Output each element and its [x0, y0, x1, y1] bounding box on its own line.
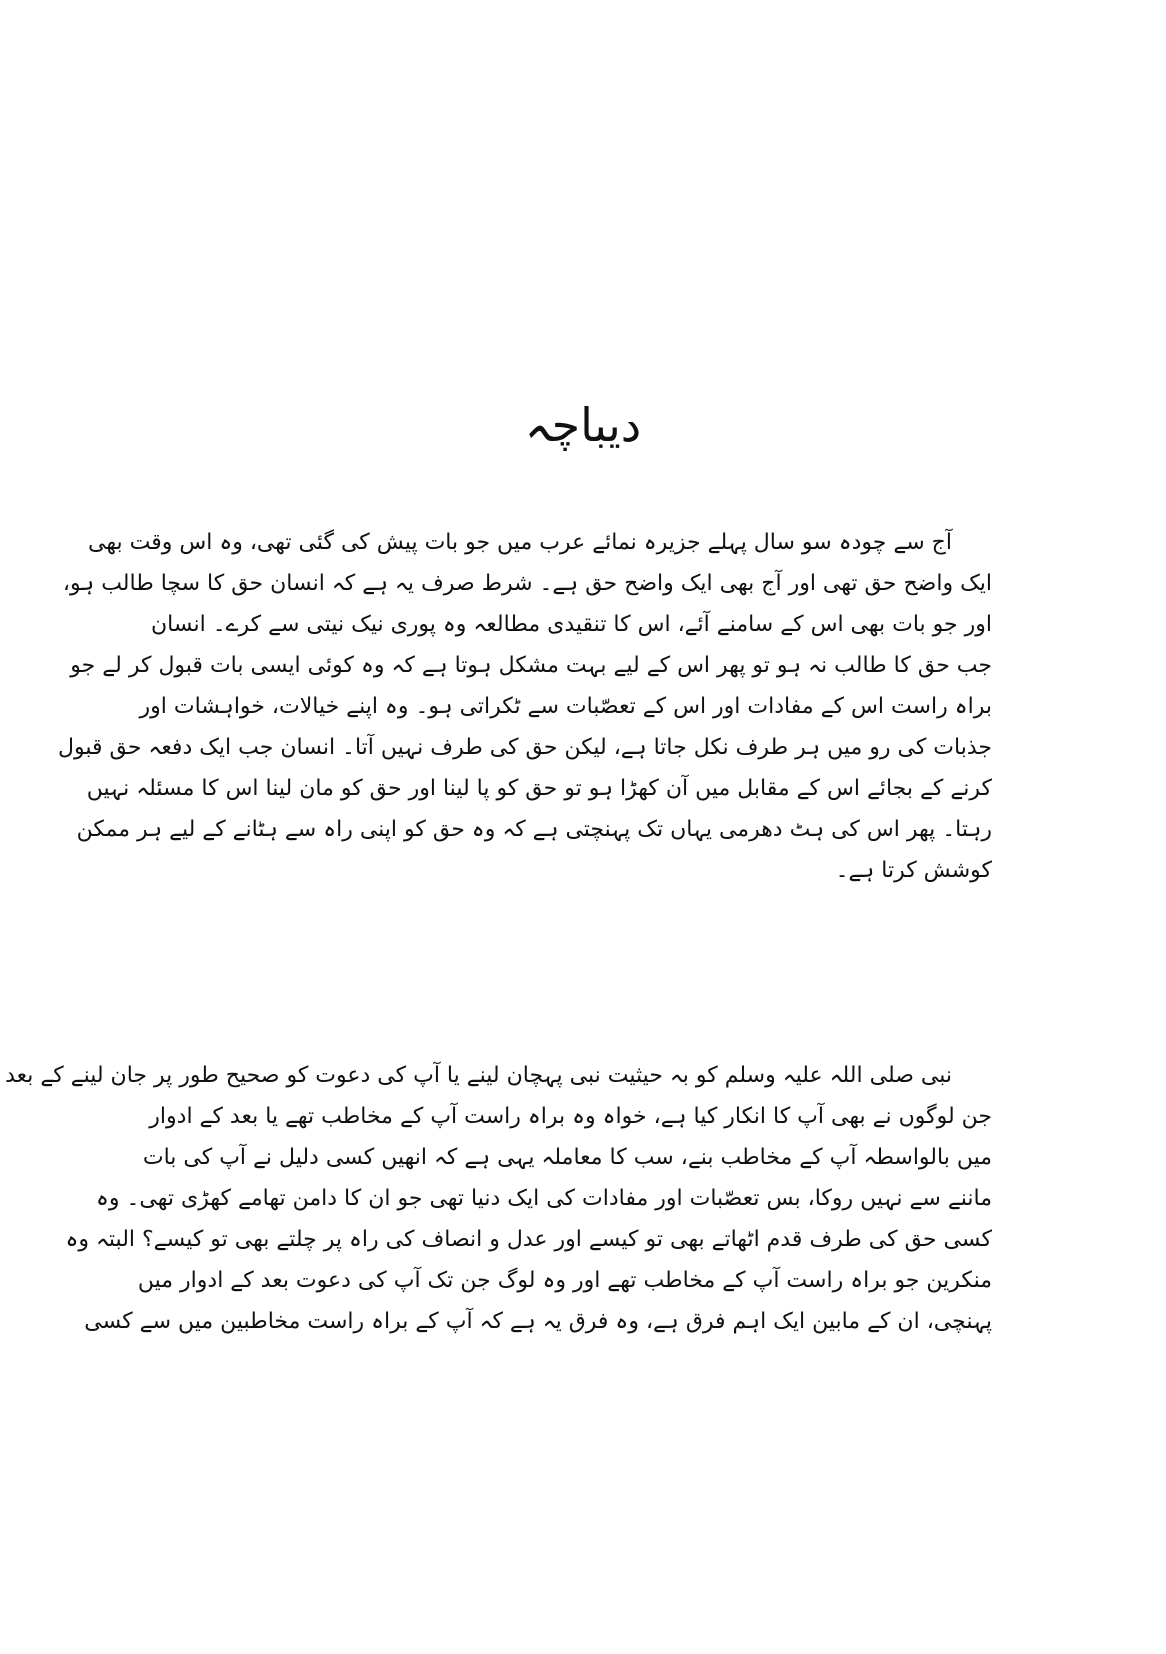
text-line: رہتا۔ پھر اس کی ہٹ دھرمی یہاں تک پہنچتی ہے کہ وہ حق کو اپنی راہ سے ہٹانے کے لیے ہر ممکن	[76, 817, 992, 842]
paragraph-1	[57, 522, 992, 891]
text-line: آج سے چودہ سو سال پہلے جزیرہ نمائے عرب میں جو بات پیش کی گئی تھی، وہ اس وقت بھی	[88, 530, 952, 555]
text-line: کرنے کے بجائے اس کے مقابل میں آن کھڑا ہو تو حق کو پا لینا اور حق کو مان لینا اس کا مسئلہ نہیں	[86, 776, 992, 801]
text-line: براہ راست اس کے مفادات اور اس کے تعصّبات سے ٹکراتی ہو۔ وہ اپنے خیالات، خواہشات اور	[139, 694, 992, 719]
text-line: پہنچی، ان کے مابین ایک اہم فرق ہے، وہ فرق یہ ہے کہ آپ کے براہ راست مخاطبین میں سے کسی	[84, 1309, 992, 1334]
text-line: کوشش کرتا ہے۔	[835, 858, 992, 883]
text-line: میں بالواسطہ آپ کے مخاطب بنے، سب کا معاملہ یہی ہے کہ انھیں کسی دلیل نے آپ کی بات	[142, 1145, 992, 1170]
text-line: کسی حق کی طرف قدم اٹھاتے بھی تو کیسے اور عدل و انصاف کی راہ پر چلتے بھی تو کیسے؟ البتہ وہ	[65, 1227, 992, 1252]
text-line: ایک واضح حق تھی اور آج بھی ایک واضح حق ہے۔ شرط صرف یہ ہے کہ انسان حق کا سچا طالب ہو،	[62, 571, 992, 596]
text-line: ماننے سے نہیں روکا، بس تعصّبات اور مفادات کی ایک دنیا تھی جو ان کا دامن تھامے کھڑی تھی۔ وہ	[96, 1186, 992, 1211]
text-line: جذبات کی رو میں ہر طرف نکل جاتا ہے، لیکن حق کی طرف نہیں آتا۔ انسان جب ایک دفعہ حق قبول	[57, 735, 992, 760]
text-line: جب حق کا طالب نہ ہو تو پھر اس کے لیے بہت مشکل ہوتا ہے کہ وہ کوئی ایسی بات قبول کر لے جو	[70, 653, 992, 678]
text-line: نبی صلی اللہ علیہ وسلم کو بہ حیثیت نبی پہچان لینے یا آپ کی دعوت کو صحیح طور پر جان لینے کے بعد	[5, 1063, 952, 1088]
paragraph-2	[5, 1055, 992, 1342]
text-line: اور جو بات بھی اس کے سامنے آئے، اس کا تنقیدی مطالعہ وہ پوری نیک نیتی سے کرے۔ انسان	[150, 612, 992, 637]
text-line: منکرین جو براہ راست آپ کے مخاطب تھے اور وہ لوگ جن تک آپ کی دعوت بعد کے ادوار میں	[137, 1268, 992, 1293]
page-title: دیباچہ	[524, 398, 642, 452]
text-line: جن لوگوں نے بھی آپ کا انکار کیا ہے، خواہ وہ براہ راست آپ کے مخاطب تھے یا بعد کے ادوار	[149, 1104, 992, 1129]
